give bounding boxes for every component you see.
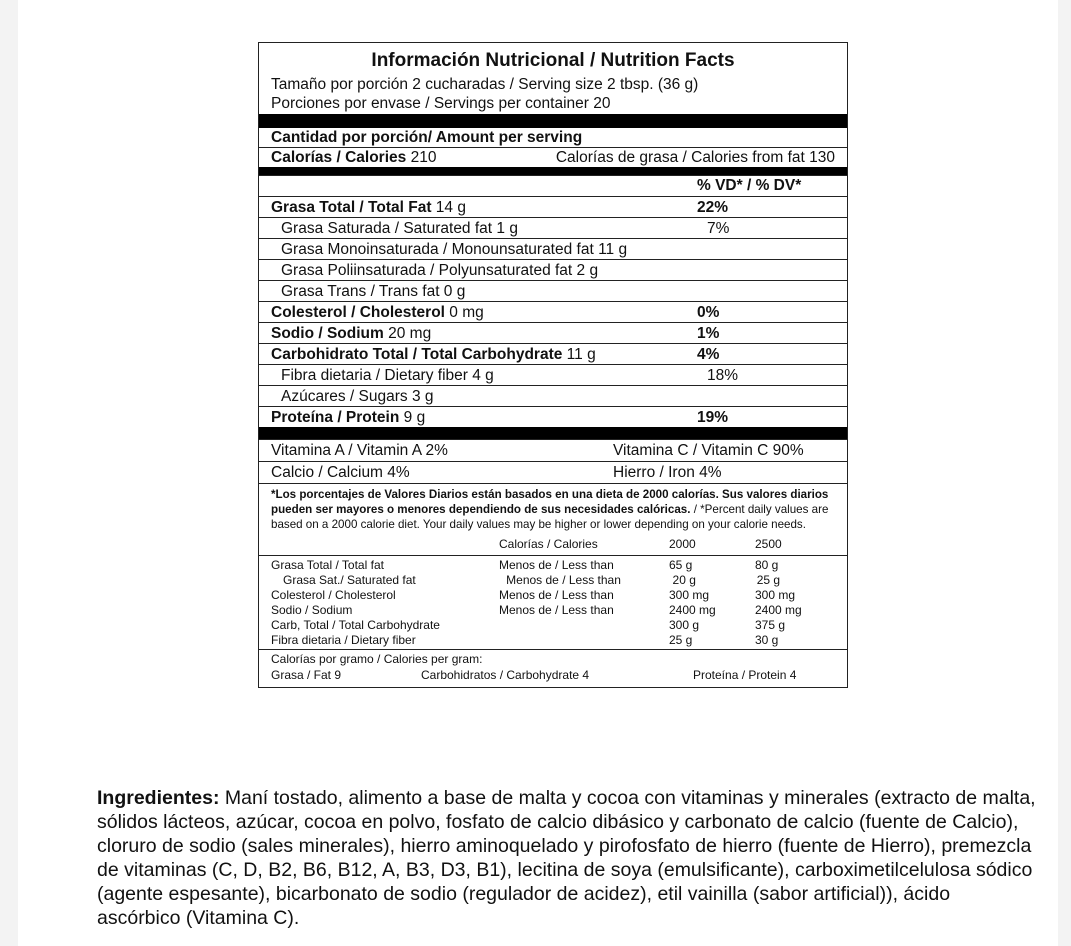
reference-row [271,618,835,633]
nutrient-daily-value: 4% [697,345,720,363]
nutrient-row [259,238,847,259]
ingredients-heading: Ingredientes: [97,787,220,809]
reference-cell: 375 g [755,618,786,633]
calories-label: Calorías / Calories [271,148,407,166]
nutrient-name [271,198,697,217]
nutrient-label: Grasa Total / Total Fat [271,198,432,216]
label-title: Información Nutricional / Nutrition Facts [371,50,735,71]
reference-row [271,573,835,588]
nutrient-label: Carbohidrato Total / Total Carbohydrate [271,345,563,363]
reference-header-cell: 2000 [669,537,696,552]
nutrient-amount: 14 g [431,198,466,216]
nutrient-label: Grasa Trans / Trans fat 0 g [281,282,466,300]
reference-row [271,558,835,573]
reference-cell: 300 g [669,618,700,633]
nutrient-name [271,219,707,238]
nutrient-row [259,406,847,427]
nutrient-amount: 20 mg [383,324,432,342]
amount-per-serving: Cantidad por porción/ Amount per serving [271,128,583,146]
nutrient-row [259,301,847,322]
nutrient-name [271,303,697,322]
reference-cell [499,618,669,633]
thick-divider [259,114,847,128]
nutrient-row [259,343,847,364]
fat-per-gram: Grasa / Fat 9 [271,668,342,683]
reference-cell [499,633,669,648]
reference-header-cell: Calorías / Calories [499,537,598,552]
reference-cell: 300 mg [755,588,796,603]
nutrient-amount: 0 mg [444,303,484,321]
nutrient-label: Proteína / Protein [271,408,400,426]
reference-cell: 25 g [669,633,693,648]
reference-cell: 30 g [755,633,779,648]
vitamin-row [259,439,847,461]
nutrient-name [271,408,697,427]
vitamin-rows [259,439,847,483]
vitamin-row [259,461,847,483]
nutrient-row [259,322,847,343]
nutrient-daily-value: 22% [697,198,729,216]
nutrient-name [271,345,697,364]
nutrient-row [259,364,847,385]
reference-cell: Grasa Sat./ Saturated fat [283,573,416,588]
nutrient-label: Grasa Monoinsaturada / Monounsaturated fat 11 g [281,240,628,258]
footnote-english: / *Percent daily values are based on a 2000 calorie diet. Your daily values may be higher or lower depending on your calorie needs. [271,503,829,532]
ingredients-paragraph [97,786,1037,930]
reference-cell: 2400 mg [755,603,802,618]
nutrient-rows [259,196,847,427]
reference-row [271,588,835,603]
nutrient-name [271,261,707,280]
nutrient-label: Azúcares / Sugars 3 g [281,387,434,405]
nutrient-name [271,387,707,406]
reference-row [271,603,835,618]
vitamin-left: Vitamina A / Vitamin A 2% [271,442,448,460]
reference-header-cell: 2500 [755,537,782,552]
nutrient-amount: 11 g [562,345,596,363]
reference-cell: Colesterol / Cholesterol [271,588,396,603]
reference-cell: Menos de / Less than [499,588,614,603]
carb-per-gram: Carbohidratos / Carbohydrate 4 [421,668,590,683]
vitamin-left: Calcio / Calcium 4% [271,464,410,482]
reference-cell: Menos de / Less than [499,558,614,573]
reference-header-cell [271,537,499,552]
medium-divider [259,167,847,175]
calories-value: 210 [406,148,437,166]
nutrient-name [271,282,707,301]
nutrient-daily-value: 19% [697,408,729,426]
nutrient-label: Grasa Poliinsaturada / Polyunsaturated fat 2 g [281,261,599,279]
nutrient-row [259,196,847,217]
servings-per-container: Porciones por envase / Servings per container 20 [271,95,611,113]
nutrient-row [259,280,847,301]
nutrient-row [259,385,847,406]
reference-cell: 65 g [669,558,693,573]
reference-row [271,633,835,648]
nutrient-daily-value: 1% [697,324,720,342]
reference-cell: 80 g [755,558,779,573]
reference-cell: Menos de / Less than [499,603,614,618]
nutrient-label: Grasa Saturada / Saturated fat 1 g [281,219,518,237]
nutrient-amount: 9 g [399,408,426,426]
reference-cell: 300 mg [669,588,710,603]
ingredients-text: Maní tostado, alimento a base de malta y cocoa con vitaminas y minerales (extracto de malta, sólidos lácteos, azúcar, cocoa en polvo, fosfato de calcio dibásico y carbonato de calcio (fuente de Calcio), cloruro de sodio (sales minerales), hierro aminoquelado y pirofosfato de hierro (fuente de Hierro), premezcla de vitaminas (C, D, B2, B6, B12, A, B3, D3, B1), lecitina de soya (emulsificante), carboximetilcelulosa sódico (agente espesante), bicarbonato de sodio (regulador de acidez), etil vainilla (sabor artificial)), ácido ascórbico (Vitamina C). [97,787,1036,929]
nutrition-facts-label [258,42,848,688]
nutrient-row [259,259,847,280]
reference-header-row [271,534,835,555]
nutrient-daily-value: 18% [707,366,739,384]
nutrient-label: Sodio / Sodium [271,324,384,342]
nutrient-name [271,324,697,343]
nutrient-label: Colesterol / Cholesterol [271,303,445,321]
calories-row [259,147,847,167]
nutrient-daily-value: 7% [707,219,730,237]
vitamin-right: Vitamina C / Vitamin C 90% [613,442,804,460]
reference-cell: Grasa Total / Total fat [271,558,384,573]
reference-cell: 2400 mg [669,603,716,618]
vitamin-right: Hierro / Iron 4% [613,464,722,482]
nutrient-name [271,366,707,385]
nutrient-label: Fibra dietaria / Dietary fiber 4 g [281,366,494,384]
reference-cell: 25 g [756,573,781,588]
calories [271,148,436,167]
reference-cell: 20 g [672,573,696,588]
reference-table [259,555,847,649]
medium-divider [259,427,847,439]
calories-per-gram-title: Calorías por gramo / Calories per gram: [271,652,483,667]
nutrient-daily-value: 0% [697,303,720,321]
protein-per-gram: Proteína / Protein 4 [693,668,797,683]
calories-from-fat: Calorías de grasa / Calories from fat 130 [555,148,835,166]
reference-cell: Carb, Total / Total Carbohydrate [271,618,440,633]
calories-per-gram [259,649,847,686]
daily-value-header: % VD* / % DV* [259,175,847,196]
footnote-spanish: *Los porcentajes de Valores Diarios están basados en una dieta de 2000 calorías. Sus valores diarios pueden ser mayores o menores dependiendo de sus necesidades calóricas. [271,488,829,517]
reference-header [259,534,847,555]
reference-cell: Menos de / Less than [506,573,621,588]
reference-cell: Sodio / Sodium [271,603,353,618]
nutrient-row [259,217,847,238]
nutrient-name [271,240,707,259]
daily-value-footnote [259,483,847,534]
reference-cell: Fibra dietaria / Dietary fiber [271,633,416,648]
serving-size: Tamaño por porción 2 cucharadas / Serving size 2 tbsp. (36 g) [271,75,699,93]
